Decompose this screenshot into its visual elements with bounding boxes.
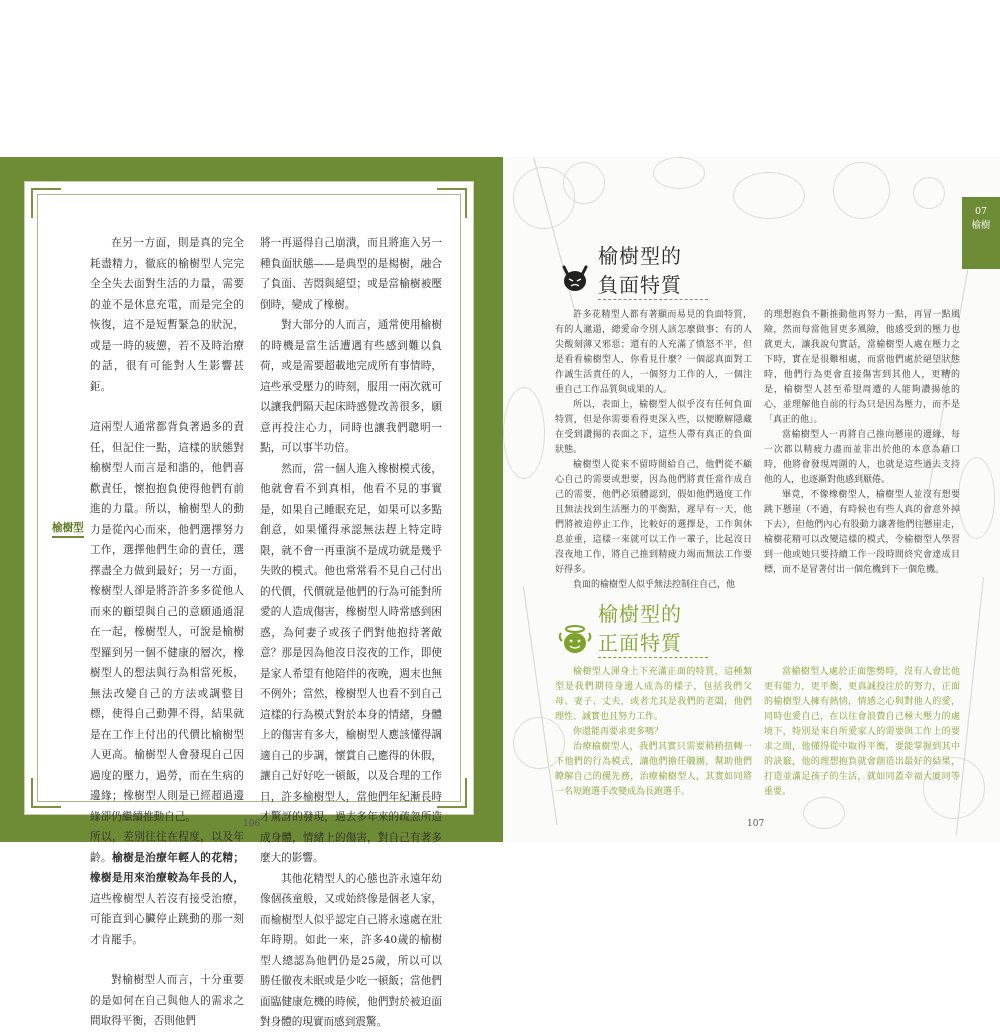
- side-tag: 榆樹型: [52, 520, 84, 538]
- negative-column-1: [555, 308, 752, 593]
- paragraph: [90, 827, 244, 950]
- chapter-thumb-tab[interactable]: [962, 197, 1000, 269]
- paragraph: 在另一方面，則是真的完全耗盡精力，徹底的榆樹型人完完全全失去面對生活的力量，需要的並不是休息充電，而是完全的恢復，這不是短暫緊急的狀況，或是一時的疲憊，若不及時治療的話，很有可能對人生影響甚鉅。: [90, 237, 244, 393]
- page-number: 107: [747, 819, 765, 829]
- paragraph: 當榆樹型人一再將自己推向懸崖的邊緣，每一次都以精疲力盡而並非出於他的本意為藉口時，他將會發現周圍的人，也就是這些過去支持他的人，也逐漸對他感到厭倦。: [764, 430, 960, 485]
- positive-column-2: [764, 665, 960, 800]
- paragraph: 榆樹型人從來不留時間給自己，他們從不顧心自己的需要或想要，因為他們將責任當作成自己的需要，他們必須體認到，假如他們過度工作且無法找到生活壓力的平衡點，遲早有一天，他們將被迫停止工作，比較好的選擇是，工作與休息並重，這樣一來就可以工作一輩子，比起沒日沒夜地工作，將自己推到精疲力竭而無法工作要好得多。: [555, 460, 752, 575]
- positive-heading-line1: 榆樹型的: [598, 602, 682, 626]
- corner-ornament: [31, 778, 61, 808]
- negative-column-2: [764, 308, 960, 578]
- paragraph: 其他花精型人的心態也許永遠年幼像個孩童般，又或始終像是個老人家，而榆樹型人似乎認定自己將永遠處在壯年時期。如此一來，許多40歲的榆樹型人總認為他們仍是25歲，所以可以勝任徹夜未眠或是少吃一頓飯；當他們面臨健康危機的時候，他們對於被迫面對身體的現實而感到震驚。: [260, 872, 442, 1028]
- corner-ornament: [31, 188, 61, 218]
- negative-heading-line1: 榆樹型的: [598, 244, 682, 268]
- page-number: 106: [243, 819, 261, 829]
- paragraph: 對榆樹型人而言，十分重要的是如何在自己與他人的需求之間取得平衡，否則他們: [90, 974, 244, 1027]
- paragraph: 榆樹型人渾身上下充滿正面的特質，這種類型是我們期待身邊人成為的樣子，包括我們父母、妻子、丈夫，或者尤其是我們的老闆，他們理性、誠實也且努力工作。: [555, 667, 752, 722]
- paragraph: 這兩型人通常都背負著過多的責任，但記住一點，這樣的狀態對榆樹型人而言是和諧的，他們喜歡責任，懷抱抱負使得他們有前進的力量。所以，榆樹型人的動力是從內心而來，他們選擇努力工作，選擇他們生命的責任，選擇盡全力做到最好；另一方面，橡樹型人卻是將許許多多從他人而來的顧望與自己的意願通通混在一起，橡樹型人，可說是榆樹型羅到另一個不健康的層次，橡樹型人的想法與行為相當死板，無法改變自己的方法或調整目標，使得自己動彈不得，結果就是在工作上付出的代價比榆樹型人更高。榆樹型人會發現自己因過度的壓力，過勞，而在生病的邊緣；橡樹型人則是已經超過邊緣卻仍繼續推動自己。: [90, 421, 244, 823]
- book-spread: [0, 157, 1000, 1028]
- chapter-label: 榆樹: [971, 220, 991, 231]
- positive-column-1: [555, 665, 752, 800]
- heading-divider: [598, 299, 708, 300]
- positive-heading-line2: 正面特質: [598, 631, 682, 655]
- negative-heading-line2: 負面特質: [598, 273, 682, 297]
- paragraph: 然而，當一個人進入橡樹模式後，他就會看不到真相，他看不見的事實是，如果自己睡眠充足，如果可以多點創意，如果懂得承認無法趕上特定時限，就不會一再重演不是成功就是幾乎失敗的模式。他也常常看不見自己付出的代價，代價就是他們的行為可能對所愛的人造成傷害，橡樹型人時常感到困惑，為何妻子或孩子們對他抱持著敵意？那是因為他沒日沒夜的工作，即使是家人希望有他陪伴的夜晚，週末也無不例外；當然，橡樹型人也看不到自己這樣的行為模式對於本身的情緒，身體上的傷害有多大，榆樹型人應該懂得調適自己的步調，懷賞自己應得的休假，讓自己好好吃一頓飯，以及合理的工作日，許多榆樹型人，當他們年紀漸長時才驚訝的發現，過去多年來的疏忽所造成身體，情緒上的傷害，對自己有著多麼大的影響。: [260, 462, 442, 864]
- paragraph: 許多花精型人都有著顯而易見的負面特質，有的人邋遢，總愛命令別人該怎麼做事；有的人尖酸刻薄又邪惡；還有的人充滿了憤怒不平，但是看看榆樹型人，你看見什麼？一個認真面對工作誠生活責任的人，一個努力工作的人，一個注重自己工作品質與成果的人。: [555, 310, 752, 395]
- left-page: [0, 157, 503, 1028]
- right-page: [503, 157, 1000, 842]
- devil-face-icon: [558, 263, 592, 293]
- paragraph-text: 這些橡樹型人若沒有接受治療，可能直到心臟停止跳動的那一刻才肯罷手。: [90, 892, 244, 946]
- left-column-2: [260, 233, 442, 1033]
- paragraph: 當榆樹型人處於正面態勢時，沒有人會比他更有能力，更平衡，更真誠投注於的努力，正面的榆樹型人擁有熱情，情感之心與對他人的愛，同時也愛自己，在以往會浪費自己極大壓力的處境下，特別是來自所愛家人的需要與工作上的要求之間，他懂得從中取得平衡，要能掌握到其中的訣竅，他的理想抱負就會創造出最好的結果，打造並滿足孩子的生活，就如同蓋幸福大廈同等重要。: [764, 667, 960, 797]
- paragraph: 治療榆樹型人，我們其實只需要稍稍扭轉一下他們的行為模式，讓他們擔任職團，幫助他們瞭解自己的優先務，治療榆樹型人，其實如同將一名短跑選手改變成為長跑選手。: [555, 742, 752, 797]
- paragraph-text: 所以，差別往往在程度，以及年齡。: [90, 831, 244, 864]
- paragraph: 對大部分的人而言，通常使用榆樹的時機是當生活遭遇有些感到難以負荷，或是需要超載地完成所有事情時，這些承受壓力的時刻，服用一兩次就可以讓我們隔天起床時感覺改善很多，願意再投注心力，同時也讓我們聰明一點，可以事半功倍。: [260, 319, 442, 454]
- paragraph: 畢竟，不像橡樹型人，榆樹型人並沒有想要跳下懸崖（不過，有時候也有些人真的會意外掉下去），但他們內心有股動力讓著他們往懸崖走，榆樹花精可以改變這樣的模式，令榆樹型人學習到一他或她只要持續工作一段時間終究會達成目標，而不是冒著付出一個危機到下一個危機。: [764, 490, 960, 575]
- paragraph: 負面的榆樹型人似乎無法控制住自己，他: [573, 580, 736, 590]
- corner-ornament: [437, 188, 467, 218]
- heading-divider: [598, 657, 708, 658]
- left-column-1: [90, 233, 244, 1032]
- paragraph: 所以，表面上，榆樹型人似乎沒有任何負面特質，但是你需要看得更深入些，以便瞭解隱藏在受到讚揚的表面之下，這些人帶有真正的負面狀態。: [555, 400, 752, 455]
- chapter-number: 07: [974, 206, 988, 217]
- paragraph: 的理想抱負不斷推動他再努力一點，再冒一點風險，然而每當他冒更多風險，他感受到的壓力也就更大，讓我說句實話，當榆樹型人處在壓力之下時，實在是很難相處，而當他們處於絕望狀態時，他們行為更會直接傷害到其他人，更糟的是，榆樹型人甚至希望周遭的人能夠讚揚他的心，並理解他自前的行為只是因為壓力，而不是「真正的他」。: [764, 310, 960, 425]
- paragraph: 你還能再要求更多嗎？: [573, 727, 664, 737]
- angel-face-icon: [558, 623, 592, 655]
- paragraph: 將一再逼得自己崩潰，而且將進入另一種負面狀態——是典型的是楊樹，融合了負面、苦悶與絕望；或是當榆樹被壓倒時，變成了橡樹。: [260, 237, 442, 311]
- bold-text: 榆樹是治療年輕人的花精；橡樹是用來治療較為年長的人，: [90, 851, 244, 884]
